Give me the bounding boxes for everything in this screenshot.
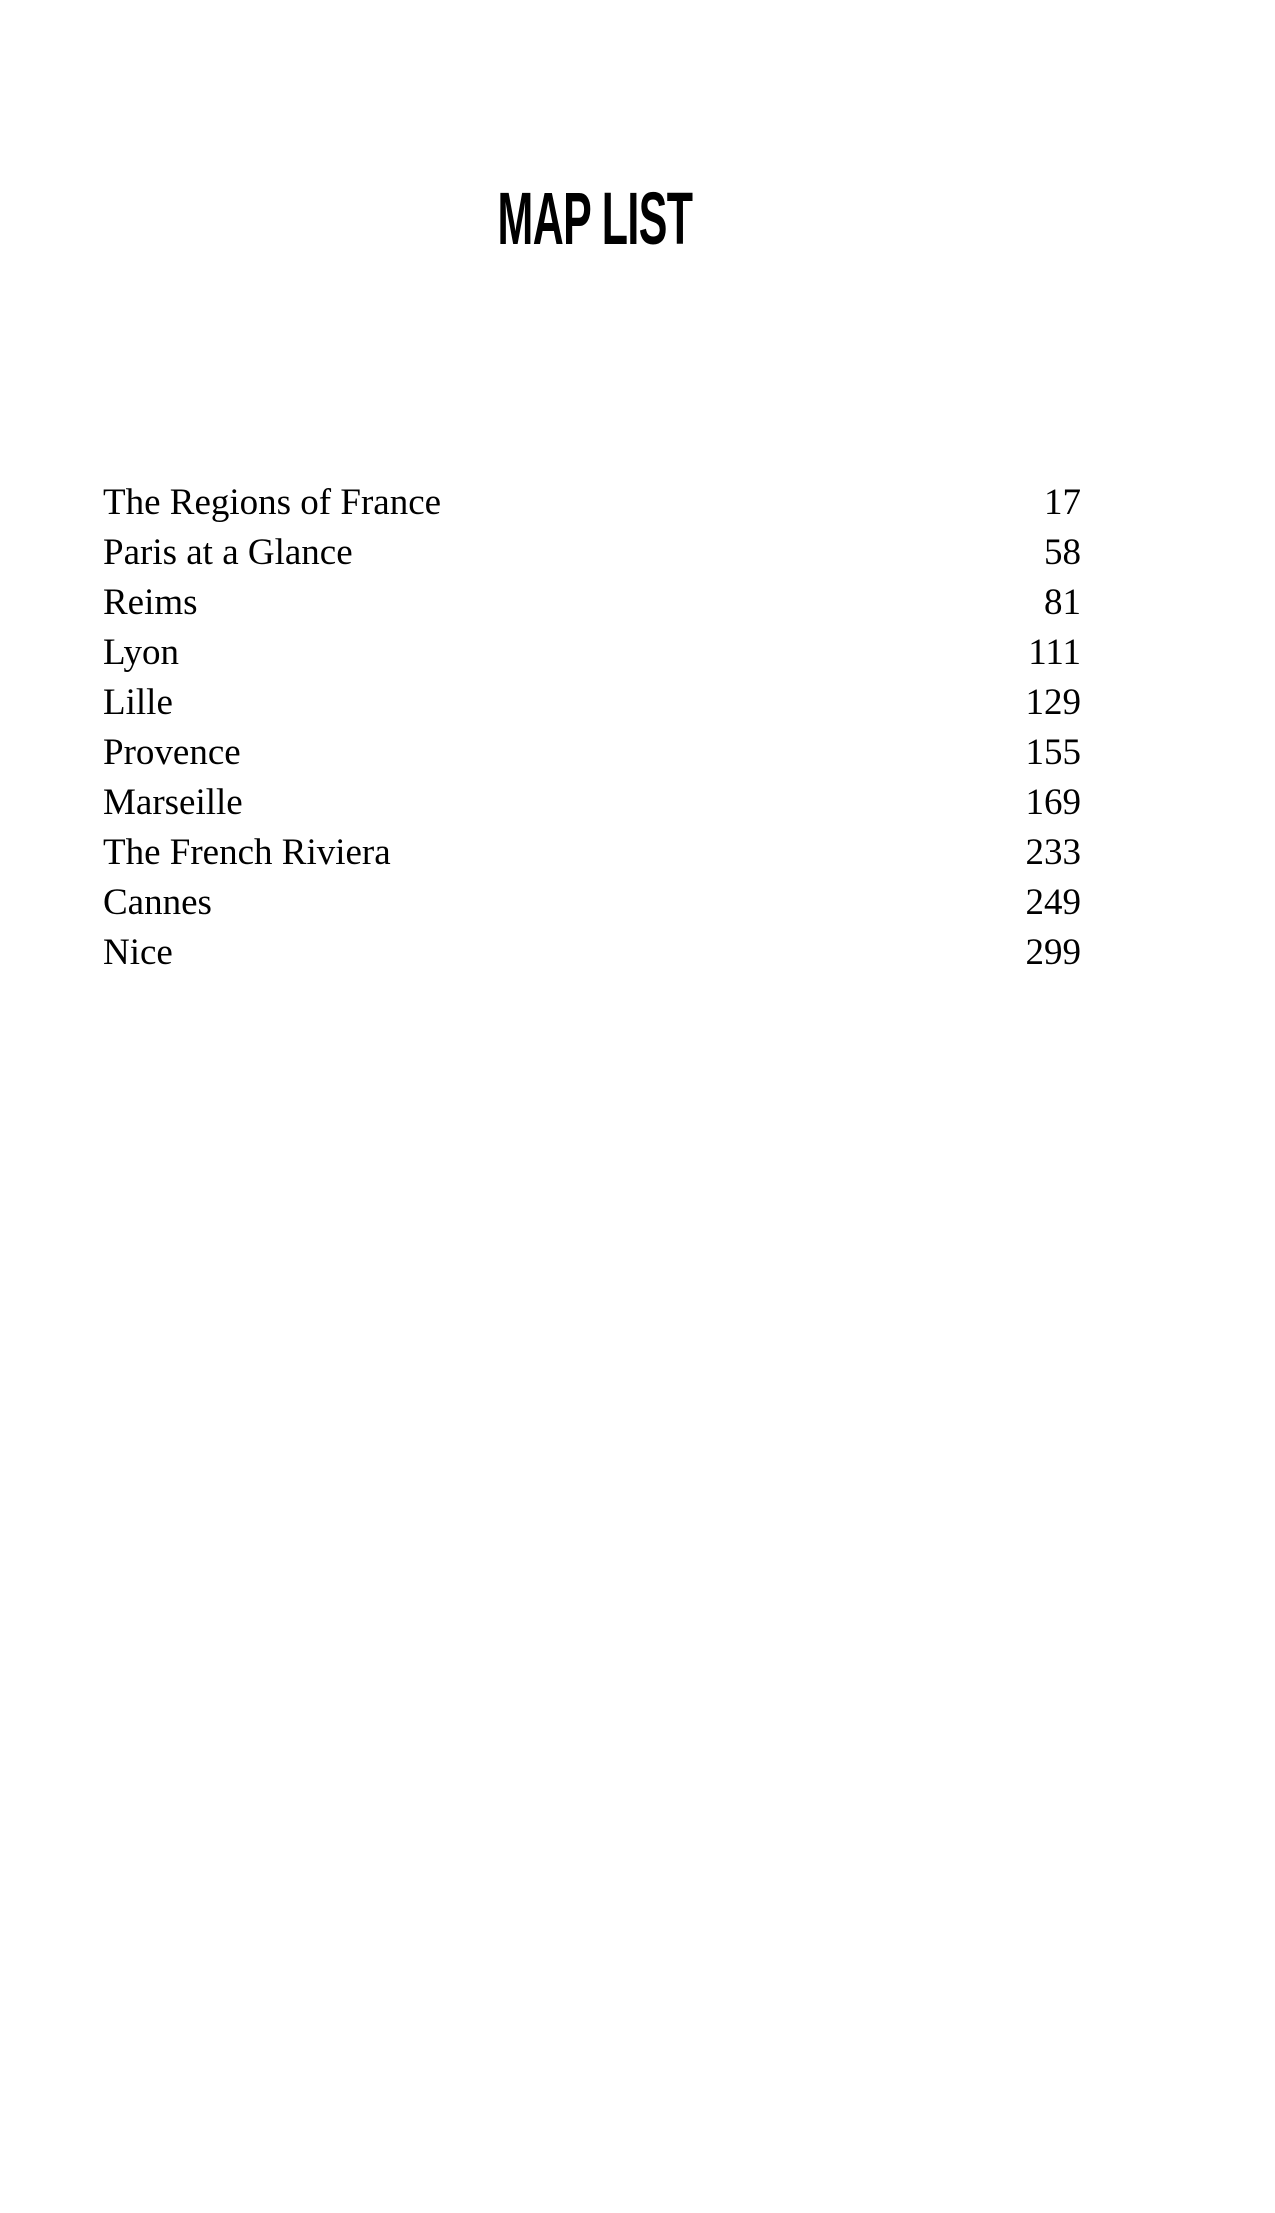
map-entry-title: The Regions of France bbox=[103, 482, 442, 523]
map-entry-title: Lyon bbox=[103, 632, 180, 673]
map-list-entry-regions-of-france[interactable] bbox=[103, 478, 1081, 528]
map-entry-page-number: 111 bbox=[1028, 632, 1081, 673]
map-entry-title: Cannes bbox=[103, 882, 212, 923]
map-entry-title: The French Riviera bbox=[103, 832, 391, 873]
map-entry-title: Provence bbox=[103, 732, 241, 773]
map-entry-page-number: 299 bbox=[1025, 932, 1081, 973]
map-list bbox=[103, 478, 1081, 978]
map-entry-page-number: 169 bbox=[1025, 782, 1081, 823]
page-title: MAP LIST bbox=[497, 177, 693, 260]
map-list-entry-nice[interactable] bbox=[103, 928, 1081, 978]
map-entry-page-number: 17 bbox=[1044, 482, 1081, 523]
map-entry-title: Paris at a Glance bbox=[103, 532, 353, 573]
map-list-entry-reims[interactable] bbox=[103, 578, 1081, 628]
map-entry-title: Lille bbox=[103, 682, 173, 723]
map-entry-page-number: 155 bbox=[1025, 732, 1081, 773]
map-entry-page-number: 129 bbox=[1025, 682, 1081, 723]
map-entry-page-number: 233 bbox=[1025, 832, 1081, 873]
map-entry-page-number: 81 bbox=[1044, 582, 1081, 623]
map-entry-title: Reims bbox=[103, 582, 198, 623]
map-list-entry-french-riviera[interactable] bbox=[103, 828, 1081, 878]
map-entry-title: Marseille bbox=[103, 782, 243, 823]
map-list-entry-provence[interactable] bbox=[103, 728, 1081, 778]
map-list-entry-marseille[interactable] bbox=[103, 778, 1081, 828]
map-list-entry-paris-at-a-glance[interactable] bbox=[103, 528, 1081, 578]
map-list-entry-lille[interactable] bbox=[103, 678, 1081, 728]
map-list-entry-cannes[interactable] bbox=[103, 878, 1081, 928]
map-entry-title: Nice bbox=[103, 932, 173, 973]
map-entry-page-number: 58 bbox=[1044, 532, 1081, 573]
map-entry-page-number: 249 bbox=[1025, 882, 1081, 923]
map-list-entry-lyon[interactable] bbox=[103, 628, 1081, 678]
